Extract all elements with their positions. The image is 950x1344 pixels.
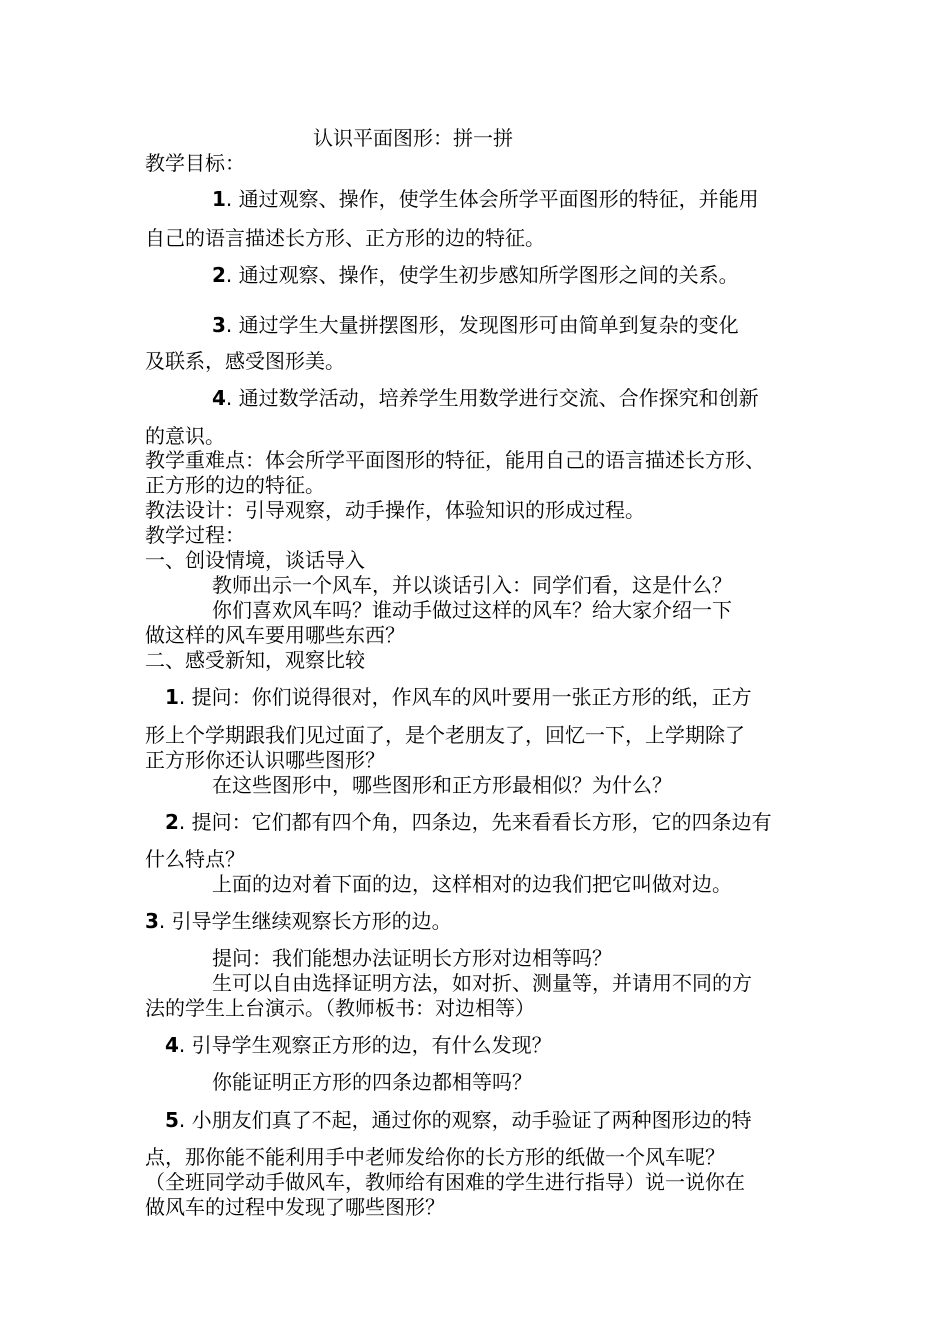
process-heading: 教学过程： [145, 523, 245, 547]
step3-question: 提问：我们能想办法证明长方形对边相等吗？ [212, 946, 612, 970]
objectives-heading: 教学目标： [145, 151, 245, 175]
objective-4-line2: 的意识。 [145, 424, 225, 448]
objective-1-number: 1 [212, 187, 226, 211]
step1-followup: 在这些图形中，哪些图形和正方形最相似？为什么？ [212, 773, 672, 797]
step5-line2: 点，那你能不能利用手中老师发给你的长方形的纸做一个风车呢？ [145, 1145, 725, 1169]
part1-paragraph2-line1: 你们喜欢风车吗？谁动手做过这样的风车？给大家介绍一下 [212, 598, 732, 622]
objective-1-line1: 1. 通过观察、操作，使学生体会所学平面图形的特征，并能用 [212, 187, 759, 211]
step2-line1: 2. 提问：它们都有四个角，四条边，先来看看长方形，它的四条边有 [165, 810, 772, 834]
objective-3-line2: 及联系，感受图形美。 [145, 349, 345, 373]
objective-3-number: 3 [212, 313, 226, 337]
step4-line1: 4. 引导学生观察正方形的边，有什么发现？ [165, 1033, 552, 1057]
step1-line1: 1. 提问：你们说得很对，作风车的风叶要用一张正方形的纸，正方 [165, 685, 752, 709]
step3-line1: 3. 引导学生继续观察长方形的边。 [145, 909, 452, 933]
part1-paragraph2-line2: 做这样的风车要用哪些东西？ [145, 623, 405, 647]
objective-1-line2: 自己的语言描述长方形、正方形的边的特征。 [145, 226, 545, 250]
teaching-method: 教法设计：引导观察，动手操作，体验知识的形成过程。 [145, 498, 645, 522]
step2-number: 2 [165, 810, 179, 834]
step1-number: 1 [165, 685, 179, 709]
step3-answer-line1: 生可以自由选择证明方法，如对折、测量等，并请用不同的方 [212, 971, 752, 995]
step3-answer-line2: 法的学生上台演示。（教师板书：对边相等） [145, 996, 535, 1020]
step5-line3: （全班同学动手做风车，教师给有困难的学生进行指导）说一说你在 [145, 1170, 745, 1194]
step3-number: 3 [145, 909, 159, 933]
objective-4-line1: 4. 通过数学活动，培养学生用数学进行交流、合作探究和创新 [212, 386, 759, 410]
part1-paragraph1: 教师出示一个风车，并以谈话引入：同学们看，这是什么？ [212, 573, 732, 597]
step2-followup: 上面的边对着下面的边，这样相对的边我们把它叫做对边。 [212, 872, 732, 896]
objective-2-line1: 2. 通过观察、操作，使学生初步感知所学图形之间的关系。 [212, 263, 739, 287]
key-points-line2: 正方形的边的特征。 [145, 473, 325, 497]
page-title: 认识平面图形：拼一拼 [313, 126, 513, 150]
part1-heading: 一、创设情境，谈话导入 [145, 548, 365, 572]
key-points-line1: 教学重难点：体会所学平面图形的特征，能用自己的语言描述长方形、 [145, 448, 765, 472]
step5-number: 5 [165, 1108, 179, 1132]
step5-line1: 5. 小朋友们真了不起，通过你的观察，动手验证了两种图形边的特 [165, 1108, 752, 1132]
step4-followup: 你能证明正方形的四条边都相等吗？ [212, 1070, 532, 1094]
step1-line3: 正方形你还认识哪些图形？ [145, 748, 385, 772]
step5-line4: 做风车的过程中发现了哪些图形？ [145, 1195, 445, 1219]
step4-number: 4 [165, 1033, 179, 1057]
objective-2-number: 2 [212, 263, 226, 287]
step2-line2: 什么特点？ [145, 847, 245, 871]
objective-3-line1: 3. 通过学生大量拼摆图形，发现图形可由简单到复杂的变化 [212, 313, 739, 337]
part2-heading: 二、感受新知，观察比较 [145, 648, 365, 672]
objective-4-number: 4 [212, 386, 226, 410]
step1-line2: 形上个学期跟我们见过面了，是个老朋友了，回忆一下，上学期除了 [145, 723, 745, 747]
